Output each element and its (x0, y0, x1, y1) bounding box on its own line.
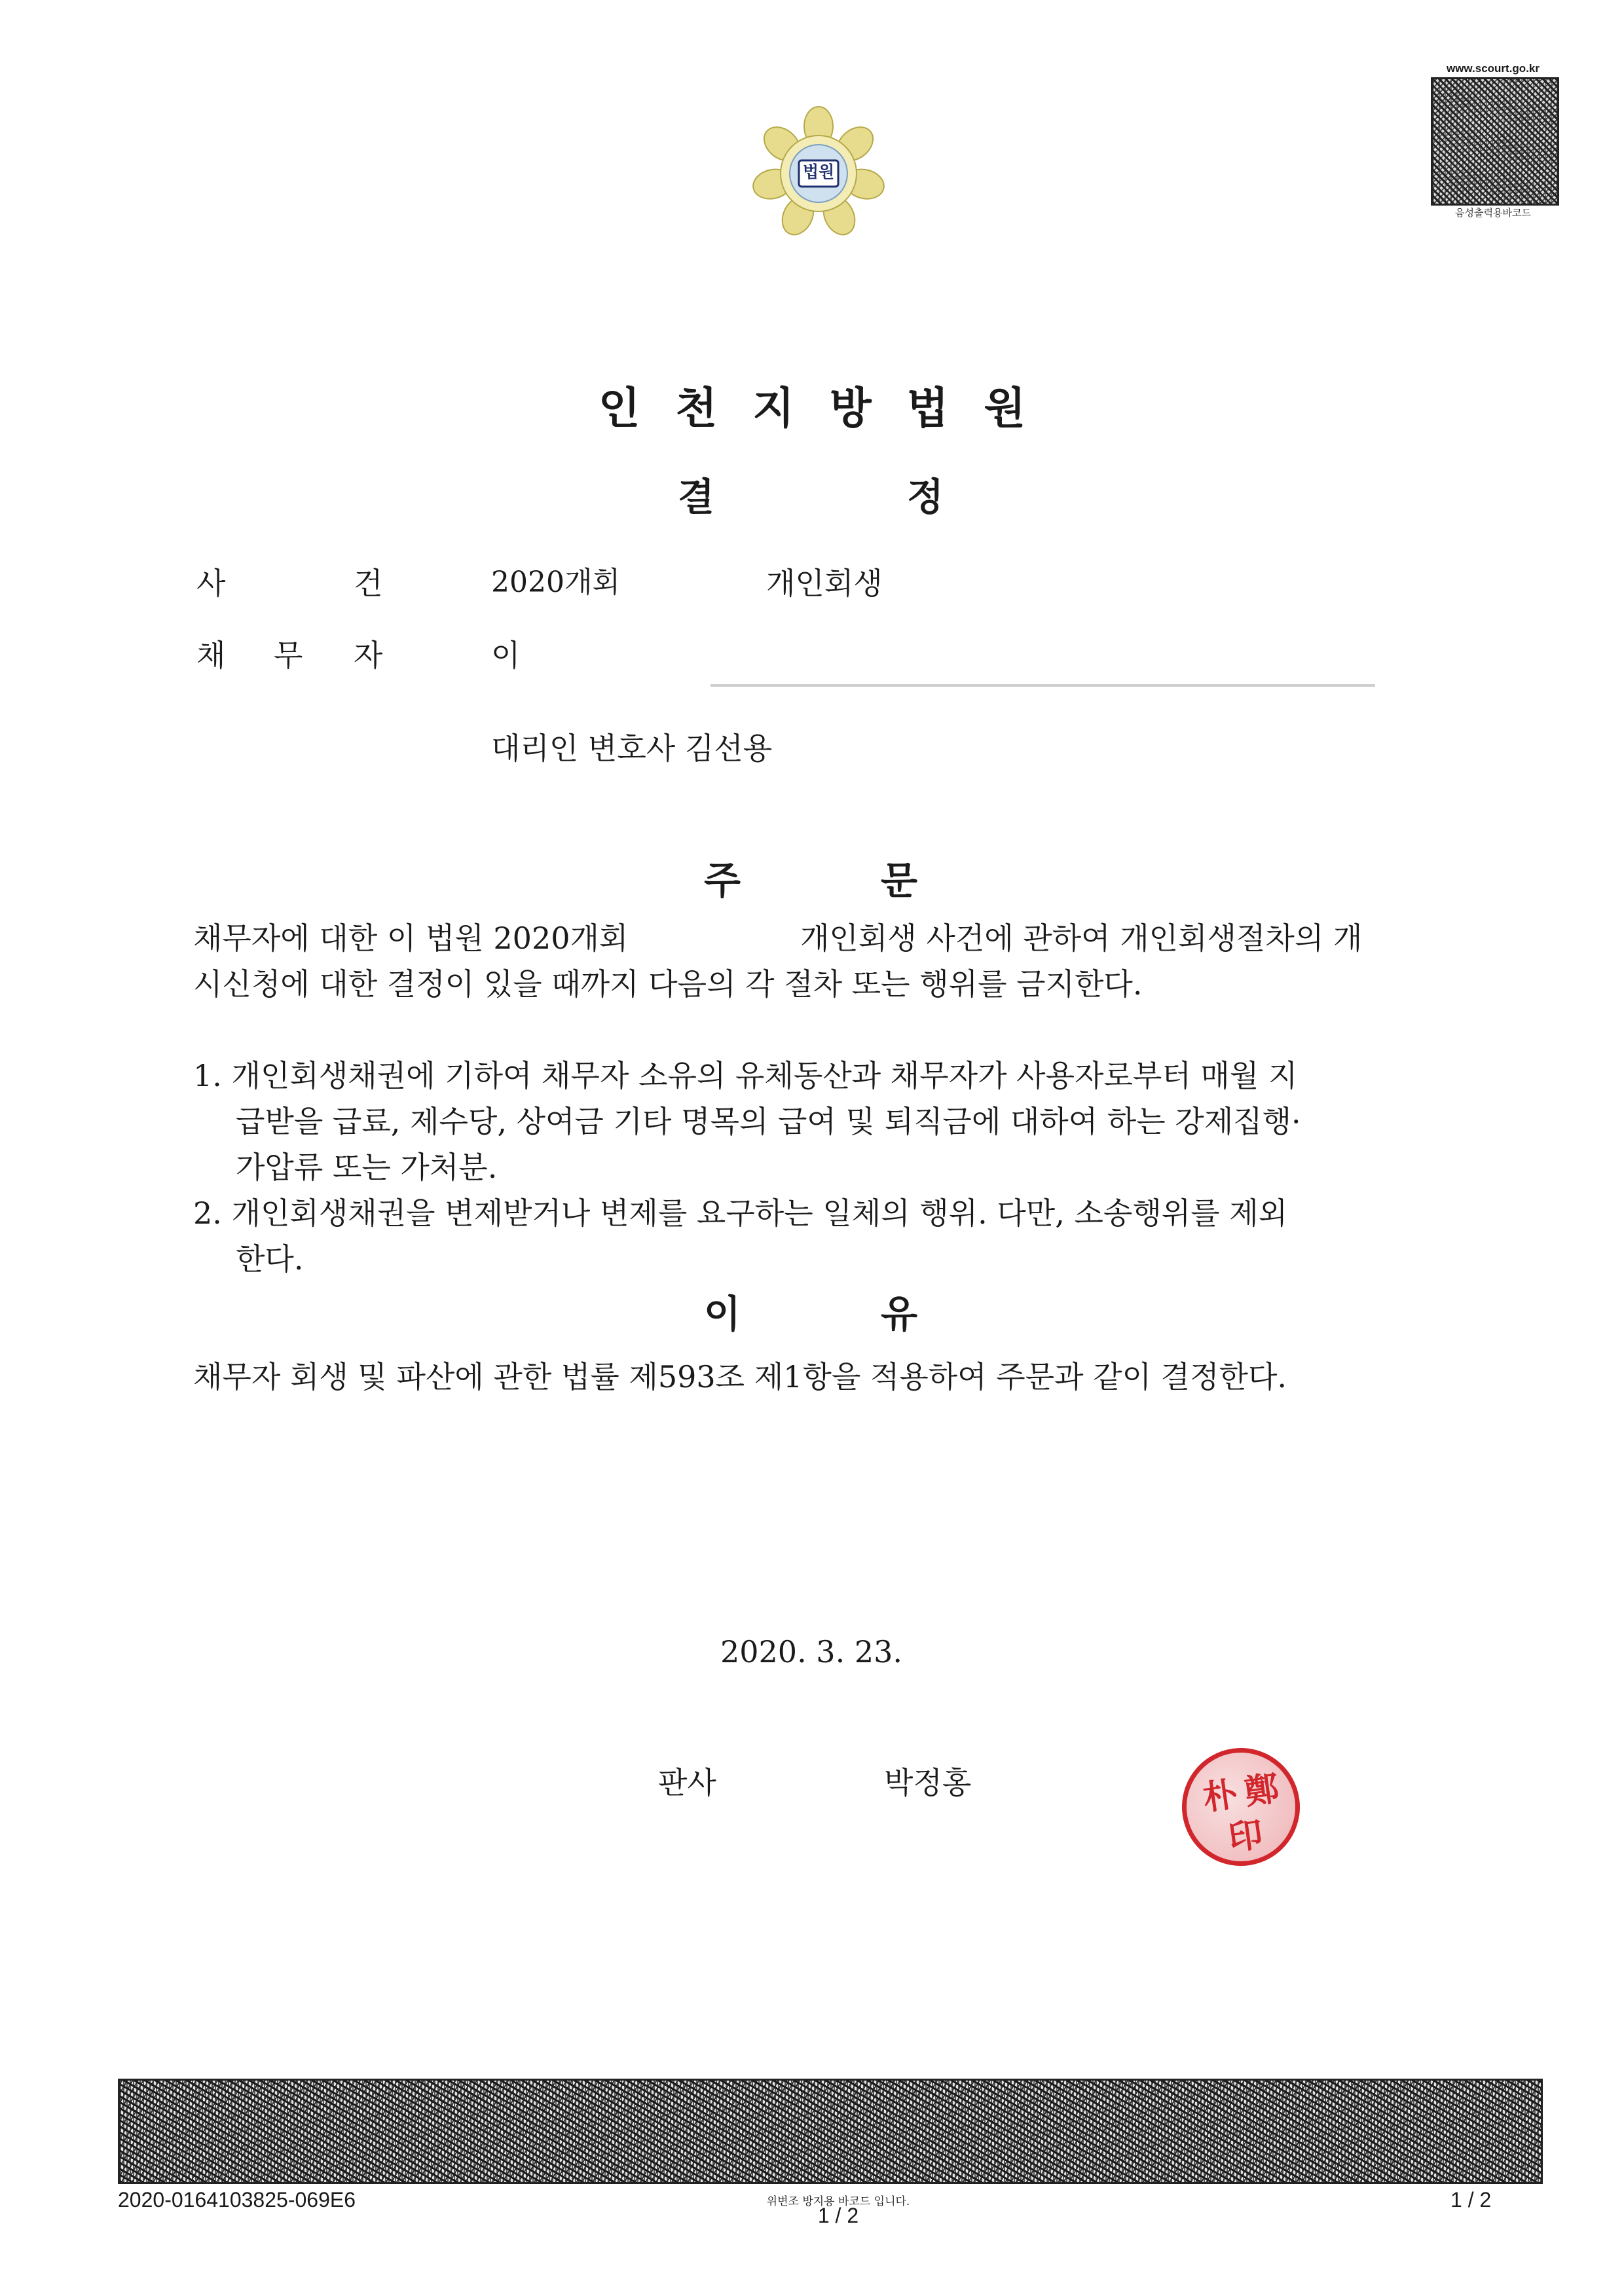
court-name-char: 지 (752, 383, 794, 433)
redacted-address (710, 684, 1375, 687)
judge-name: 박정홍 (884, 1765, 972, 1800)
reason-text: 채무자 회생 및 파산에 관한 법률 제593조 제1항을 적용하여 주문과 같이 결정한다. (193, 1359, 1287, 1394)
order-item1-line2: 급받을 급료, 제수당, 상여금 기타 명목의 급여 및 퇴직금에 대하여 하는 강제집행· (236, 1104, 1301, 1139)
case-number: 2020개회 (491, 566, 620, 599)
order-intro-line2: 시신청에 대한 결정이 있을 때까지 다음의 각 절차 또는 행위를 금지한다. (193, 966, 1143, 1002)
order-heading-char: 문 (881, 858, 918, 903)
order-item2-line2: 한다. (236, 1241, 304, 1277)
judge-seal-icon: 朴 鄭 印 (1174, 1740, 1307, 1873)
judge-title: 판사 (658, 1765, 716, 1800)
order-intro-line1-b: 개인회생 사건에 관하여 개인회생절차의 개 (800, 920, 1363, 956)
reason-heading-char: 이 (704, 1292, 741, 1336)
anti-forgery-barcode-icon (118, 2079, 1543, 2184)
doc-type-char: 결 (678, 475, 715, 519)
order-intro-line1-a: 채무자에 대한 이 법원 2020개회 (193, 920, 629, 956)
court-name-char: 인 (598, 383, 640, 433)
reason-heading-char: 유 (881, 1292, 918, 1336)
agent: 대리인 변호사 김선용 (491, 731, 773, 766)
debtor-name: 이 (491, 638, 521, 673)
case-type: 개인회생 (766, 566, 883, 601)
page-number: 1 / 2 (1450, 2188, 1492, 2212)
doc-type-char: 정 (907, 475, 944, 519)
court-name-char: 원 (984, 383, 1026, 433)
court-name-char: 방 (830, 383, 872, 433)
order-item1-line3: 가압류 또는 가처분. (236, 1150, 498, 1185)
qr-url: www.scourt.go.kr (1446, 62, 1540, 75)
court-name-char: 법 (906, 383, 949, 433)
order-item2-line1: 2. 개인회생채권을 변제받거나 변제를 요구하는 일체의 행위. 다만, 소송행위를 제외 (193, 1195, 1288, 1231)
case-label-char: 사 (196, 566, 226, 601)
debtor-label-char: 채 (196, 638, 226, 673)
court-name-char: 천 (675, 383, 718, 433)
qr-code-icon (1431, 77, 1559, 206)
emblem-label: 법원 (802, 162, 835, 181)
order-item1-line1: 1. 개인회생채권에 기하여 채무자 소유의 유체동산과 채무자가 사용자로부터 매월 지 (193, 1058, 1298, 1093)
case-label-char: 건 (354, 566, 383, 601)
order-heading-char: 주 (704, 858, 741, 903)
decision-date: 2020. 3. 23. (720, 1634, 902, 1669)
barcode-note: 위변조 방지용 바코드 입니다. (766, 2195, 910, 2208)
document-id: 2020-0164103825-069E6 (118, 2188, 356, 2212)
debtor-label-char: 자 (354, 638, 383, 673)
qr-caption: 음성출력용바코드 (1455, 207, 1531, 219)
debtor-label-char: 무 (274, 638, 303, 673)
page-number-center: 1 / 2 (817, 2204, 859, 2227)
court-name (0, 373, 1624, 435)
